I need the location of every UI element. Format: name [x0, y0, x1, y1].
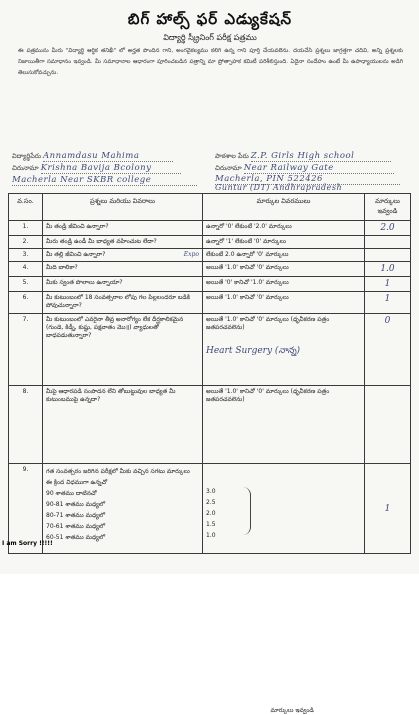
row-num: 9.	[9, 464, 43, 554]
q9-value: 3.0	[206, 488, 216, 495]
row-marks: అయితే '0' కానిచో '1.0' మార్కులు	[203, 277, 365, 292]
row-score[interactable]	[365, 236, 411, 249]
table-row	[9, 464, 411, 554]
table-row	[9, 249, 411, 262]
watermark-text: I am Sorry !!!!!	[2, 540, 53, 547]
row-marks: ఉన్నారో '0' లేకుంటే '2.0' మార్కులు	[203, 221, 365, 236]
row-marks: ఉన్నారో '1' లేకుంటే '0' మార్కులు	[203, 236, 365, 249]
row-num: 3.	[9, 249, 43, 262]
intro-paragraph: ఈ పత్రమును మీరు "విద్యార్థి ఆర్థిక తనిఖీ" లో అర్హత పొందిన గాని, అంగవైకల్యము కలిగి ఉన్న గాని పూర్తి చేయవలెను. దయచేసి ప్రశ్నలు జాగ్రత్తగా చదివి, అన్ని ప్రశ్నలకు నిజాయితీగా సమాధానం ఇవ్వండి. మీ సమాధానాల ఆధారంగా పూరించబడిన పత్రాన్ని మా ప్రోత్సాహక కమిటీ పరిశీలిస్తుంది. ఏదైనా సందేహం ఉంటే మీ ఉపాధ్యాయులను అడిగి తెలుసుకోవచ్చును.	[18, 48, 403, 76]
q9-brace	[240, 487, 251, 535]
row-score[interactable]: 2.0	[365, 221, 411, 236]
row-question	[43, 464, 203, 554]
row-score[interactable]	[365, 386, 411, 464]
school-address-row-3	[215, 183, 342, 192]
school-address-value: Near Railway Gate	[244, 163, 394, 174]
row-score[interactable]: 1	[365, 277, 411, 292]
row-num: 4.	[9, 262, 43, 277]
header-question: ప్రశ్నలు మరియు వివరాలు	[43, 194, 203, 221]
header-score: మార్కులు ఇవ్వండి	[365, 194, 411, 221]
row-question: మీరు తండ్రి ఉండీ మీ బాధ్యత వహించుట లేదా?	[43, 236, 203, 249]
table-row	[9, 236, 411, 249]
q9-value: 2.5	[206, 499, 216, 506]
row-num: 7.	[9, 314, 43, 386]
table-row	[9, 262, 411, 277]
form-subtitle: విద్యార్థి స్క్రీనింగ్ పరీక్ష పత్రము	[163, 33, 257, 42]
row-score[interactable]	[365, 249, 411, 262]
school-address-value-2: Macherla, PIN 522426	[215, 174, 400, 185]
header-marks: మార్కుల వివరములు	[203, 194, 365, 221]
school-address-row	[215, 163, 394, 174]
row-marks: అయితే '1.0' కానిచో '0' మార్కులు (ధృవీకరణ పత్రం జతపరచవలెను)	[203, 386, 365, 464]
row-score[interactable]: 1	[365, 464, 411, 554]
row-num: 5.	[9, 277, 43, 292]
student-address-value-2: Macherla Near SKBR college	[12, 175, 197, 186]
row-marks: అయితే '1.0' కానిచో '0' మార్కులు	[203, 292, 365, 314]
table-row	[9, 277, 411, 292]
school-address-label: చిరునామా	[215, 164, 242, 172]
q9-value: 1.5	[206, 521, 216, 528]
header-serial: వ.సం.	[9, 194, 43, 221]
student-address-row-2	[12, 175, 197, 186]
row-marks-text: మార్కులు ఇవ్వండి	[270, 706, 314, 714]
row-marks: లేకుంటే 2.0 ఉన్నారో '0' మార్కులు	[203, 249, 365, 262]
row-question	[43, 249, 203, 262]
table-row	[9, 314, 411, 386]
student-name-row	[12, 151, 173, 162]
table-row	[9, 292, 411, 314]
student-name-label: విద్యార్థిపేరు	[12, 152, 41, 160]
screening-table	[8, 193, 411, 714]
row-num: 1.	[9, 221, 43, 236]
row-marks-text: అయితే '1.0' కానిచో '0' మార్కులు (ధృవీకరణ పత్రం జతపరచవలెను)	[206, 316, 330, 331]
table-row	[9, 221, 411, 236]
row-question: మీ తండ్రి జీవించి ఉన్నారా?	[43, 221, 203, 236]
q9-value: 1.0	[206, 532, 216, 539]
row-score[interactable]: 1	[365, 292, 411, 314]
row-num: 8.	[9, 386, 43, 464]
row-marks	[203, 464, 365, 714]
school-name-label: పాఠశాల పేరు	[215, 152, 249, 160]
q9-option: 90-81 శాతము మధ్యలో	[46, 501, 106, 508]
row-question: మీది బాలికా?	[43, 262, 203, 277]
row-score[interactable]: 0	[365, 314, 411, 386]
row-num: 6.	[9, 292, 43, 314]
row-score[interactable]: 1.0	[365, 262, 411, 277]
q9-option: 70-61 శాతము మధ్యలో	[46, 523, 106, 530]
row-handwritten-note: Heart Surgery (నాన్న)	[206, 346, 301, 356]
student-name-value: Annamdasu Mahima	[43, 151, 173, 162]
row-question-text: గత సంవత్సరం జరిగిన పరీక్షలో మీకు వచ్చిన సగటు మార్కులు	[46, 468, 190, 475]
student-address-value: Krishna Bavija Bcolony	[41, 163, 181, 174]
q9-option: 80-71 శాతము మధ్యలో	[46, 512, 106, 519]
student-address-row	[12, 163, 181, 174]
student-address-label: చిరునామా	[12, 164, 39, 172]
q9-option: 60-51 శాతము మధ్యలో	[46, 534, 106, 541]
q9-option: 90 శాతము దాటినచో	[46, 490, 97, 497]
row-question: మీకు స్వంత పొలాలు ఉన్నాయా?	[43, 277, 203, 292]
row-num: 2.	[9, 236, 43, 249]
row-question: మీ కుటుంబంలో 18 సంవత్సరాల లోపు గల పిల్లలందరూ బడికి పోవుచున్నారా?	[43, 292, 203, 314]
table-header-row	[9, 194, 411, 221]
form-title: బిగ్ హాల్స్ ఫర్ ఎడ్యుకేషన్	[127, 10, 293, 28]
row-question: మీపై ఆధారపడి సంపాదన లేని తోబుట్టువుల బాధ్యత మీ కుటుంబముపై ఉన్నదా?	[43, 386, 203, 464]
school-name-row	[215, 151, 391, 162]
row-marks	[203, 314, 365, 386]
school-name-value: Z.P. Girls High school	[251, 151, 391, 162]
school-address-value-3: Guntur (DT) Andhrapradesh	[215, 183, 343, 192]
q9-value: 2.0	[206, 510, 216, 517]
row-question: మీ కుటుంబంలో ఎవరైనా తీవ్ర అనారోగ్యం లేక దీర్ఘకాలికమైన (గుండె, కిడ్నీ, కుష్టు, పక్షవాతం మొ॥) వ్యాధులతో బాధపడుతున్నారా?	[43, 314, 203, 386]
row-question-text: మీ తల్లి జీవించి ఉన్నారా?	[46, 251, 106, 258]
row-handwritten-note: Expo	[183, 251, 199, 258]
row-marks: అయితే '1.0' కానిచో '0' మార్కులు	[203, 262, 365, 277]
table-row	[9, 386, 411, 464]
q9-option: ఈ క్రింద విధముగా ఉన్నచో	[46, 479, 108, 486]
